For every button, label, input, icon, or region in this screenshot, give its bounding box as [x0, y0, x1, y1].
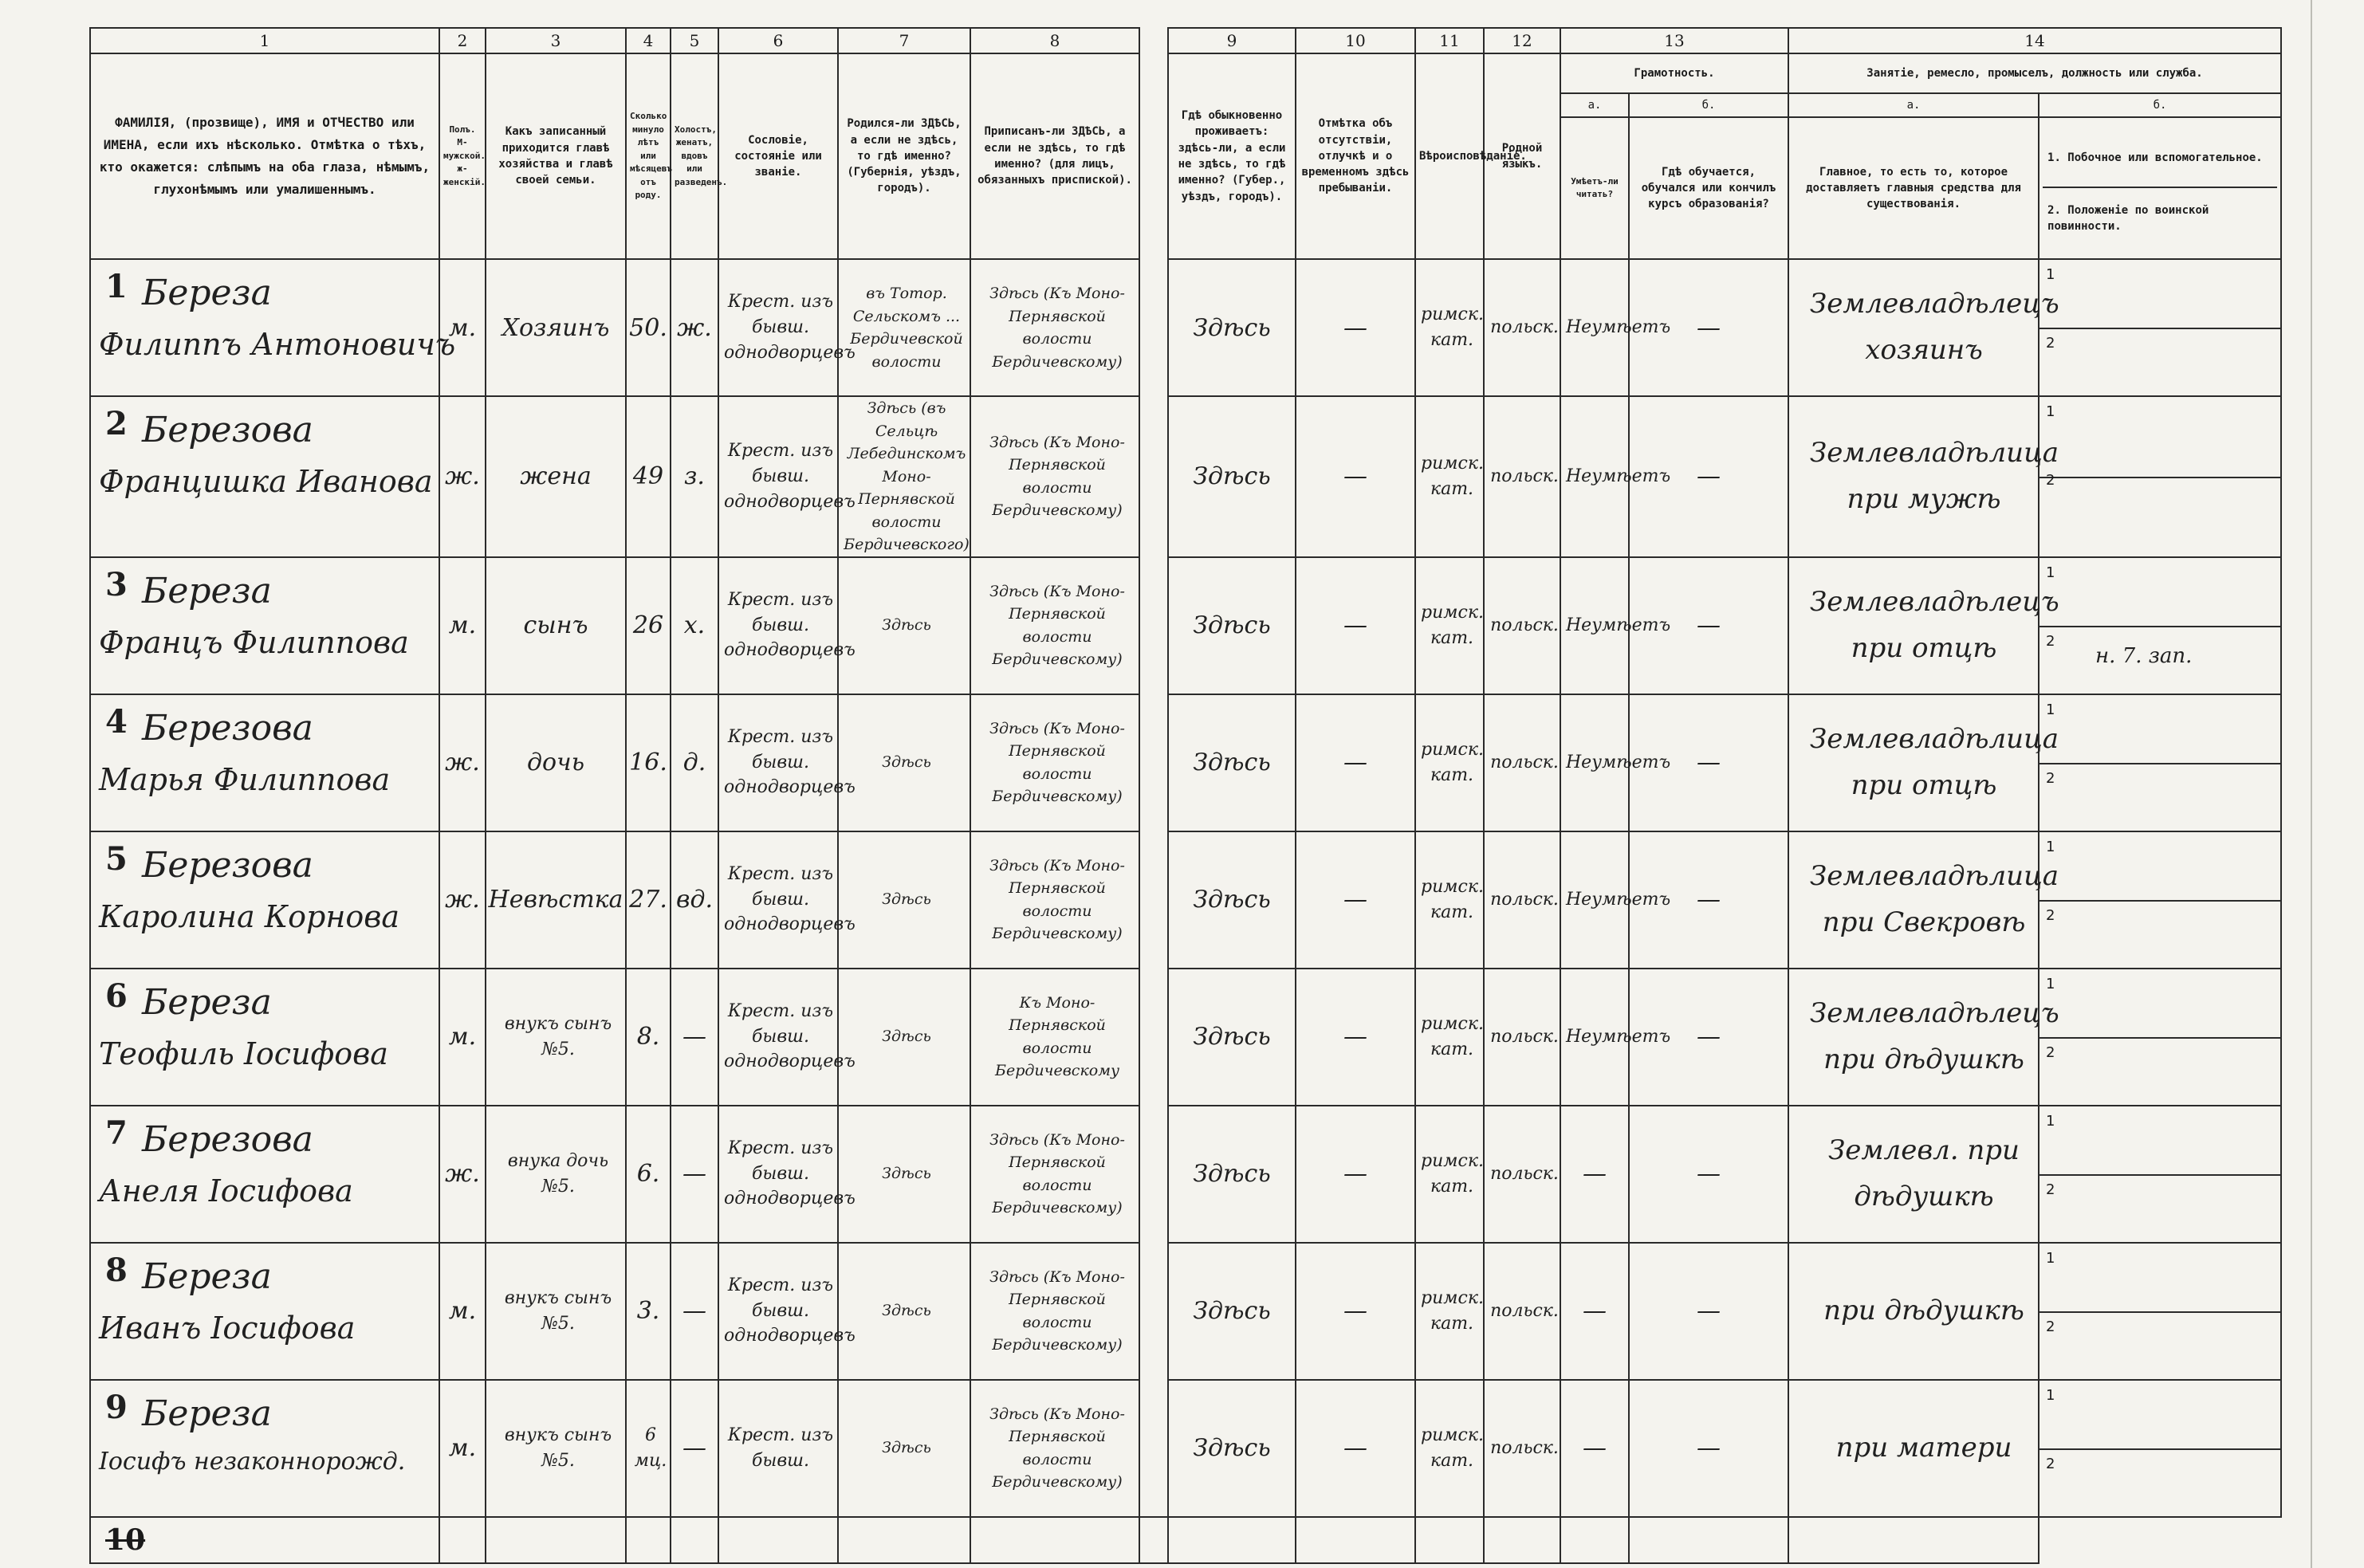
- religion-cell: римск. кат.: [1415, 831, 1484, 969]
- table-row: [90, 694, 2281, 831]
- age-cell: 6.: [626, 1106, 671, 1243]
- literacy-cell: —: [1560, 1380, 1629, 1517]
- name-cell: [90, 969, 439, 1106]
- table-row: [90, 1243, 2281, 1380]
- empty-cell: [838, 1517, 970, 1563]
- military-label: 2: [2046, 335, 2055, 352]
- birthplace-cell: Здѣсь: [838, 831, 970, 969]
- empty-cell: [1560, 1517, 1629, 1563]
- header-occupation-a-label: а.: [1788, 93, 2039, 117]
- education-cell: —: [1629, 1243, 1788, 1380]
- military-label: 2: [2046, 632, 2055, 650]
- empty-cell: [439, 1517, 486, 1563]
- occupation-cell: Землевладѣлица при отцѣ: [1788, 694, 2039, 831]
- sex-cell: м.: [439, 1380, 486, 1517]
- page-edge: [2311, 0, 2312, 1568]
- row-number: 4: [105, 702, 128, 741]
- column-number-row: [90, 28, 2281, 53]
- age-cell: 16.: [626, 694, 671, 831]
- row-number: 1: [105, 268, 128, 305]
- occupation-cell: при дѣдушкѣ: [1788, 1243, 2039, 1380]
- empty-cell: [671, 1517, 718, 1563]
- literacy-cell: —: [1560, 1243, 1629, 1380]
- absence-cell: —: [1296, 969, 1415, 1106]
- surname: Березова: [142, 844, 313, 886]
- surname: Березова: [142, 1118, 313, 1160]
- header-registered: Приписанъ-ли ЗДѢСЬ, а если не здѣсь, то гдѣ именно? (для лицъ, обязанныхъ приспиской).: [970, 53, 1139, 259]
- marital-cell: ж.: [671, 259, 718, 396]
- absence-cell: —: [1296, 1380, 1415, 1517]
- military-label: 2: [2046, 1043, 2055, 1061]
- header-row: [90, 53, 2281, 93]
- religion-cell: римск. кат.: [1415, 557, 1484, 694]
- given-name: Каролина Корнова: [99, 898, 399, 934]
- residence-cell: Здѣсь: [1168, 1380, 1296, 1517]
- literacy-cell: —: [1560, 1106, 1629, 1243]
- colnum-4: 4: [626, 28, 671, 53]
- marital-cell: вд.: [671, 831, 718, 969]
- religion-cell: римск. кат.: [1415, 396, 1484, 557]
- name-cell: [90, 557, 439, 694]
- occupation-cell: Землевладѣлица при мужѣ: [1788, 396, 2039, 557]
- military-status: н. 7. зап.: [2095, 643, 2193, 668]
- table-row: [90, 1106, 2281, 1243]
- marital-cell: х.: [671, 557, 718, 694]
- estate-cell: Крест. изъ бывш.: [718, 1380, 838, 1517]
- header-main-occupation: Главное, то есть то, которое доставляетъ главныя средства для существованія.: [1788, 117, 2039, 259]
- religion-cell: римск. кат.: [1415, 259, 1484, 396]
- colnum-14: 14: [1788, 28, 2281, 53]
- name-cell: [90, 831, 439, 969]
- colnum-10: 10: [1296, 28, 1415, 53]
- divider: [2039, 626, 2280, 627]
- registered-cell: Здѣсь (Къ Моно-Пернявской волости Бердичевскому): [970, 1106, 1139, 1243]
- birthplace-cell: Здѣсь: [838, 1106, 970, 1243]
- registered-cell: Здѣсь (Къ Моно-Пернявской волости Бердичевскому): [970, 396, 1139, 557]
- header-language: Родной языкъ.: [1484, 53, 1560, 259]
- literacy-cell: Неумѣетъ: [1560, 831, 1629, 969]
- residence-cell: Здѣсь: [1168, 969, 1296, 1106]
- header-relation: Какъ записанный приходится главѣ хозяйства и главѣ своей семьи.: [486, 53, 626, 259]
- header-marital: Холостъ, женатъ, вдовъ или разведенъ.: [671, 53, 718, 259]
- military-label: 2: [2046, 1181, 2055, 1198]
- empty-cell: [1168, 1517, 1296, 1563]
- row-number: 7: [105, 1114, 128, 1152]
- surname: Береза: [142, 1393, 272, 1434]
- empty-cell: [718, 1517, 838, 1563]
- language-cell: польск.: [1484, 969, 1560, 1106]
- relation-cell: внукъ сынъ №5.: [486, 1243, 626, 1380]
- header-absence: Отмѣтка объ отсутствіи, отлучкѣ и о временномъ здѣсь пребываніи.: [1296, 53, 1415, 259]
- row-number: 5: [105, 839, 128, 878]
- header-literacy-b-label: б.: [1629, 93, 1788, 117]
- relation-cell: Хозяинъ: [486, 259, 626, 396]
- side-military-cell: [2039, 557, 2281, 694]
- absence-cell: —: [1296, 259, 1415, 396]
- occupation-cell: Землевл. при дѣдушкѣ: [1788, 1106, 2039, 1243]
- occupation-cell: Землевладѣлецъ хозяинъ: [1788, 259, 2039, 396]
- divider: [2039, 1311, 2280, 1313]
- name-cell: [90, 1380, 439, 1517]
- estate-cell: Крест. изъ бывш. однодворцевъ: [718, 831, 838, 969]
- colnum-6: 6: [718, 28, 838, 53]
- surname: Березова: [142, 410, 313, 450]
- marital-cell: —: [671, 1106, 718, 1243]
- occupation-cell: Землевладѣлецъ при дѣдушкѣ: [1788, 969, 2039, 1106]
- sex-cell: м.: [439, 259, 486, 396]
- given-name: Теофиль Іосифова: [99, 1036, 388, 1071]
- row-number: 8: [105, 1251, 128, 1289]
- education-cell: —: [1629, 396, 1788, 557]
- estate-cell: Крест. изъ бывш. однодворцевъ: [718, 396, 838, 557]
- birthplace-cell: Здѣсь: [838, 694, 970, 831]
- side-label: 1: [2046, 975, 2055, 992]
- marital-cell: з.: [671, 396, 718, 557]
- marital-cell: —: [671, 1380, 718, 1517]
- row-number: 3: [105, 565, 128, 603]
- colnum-5: 5: [671, 28, 718, 53]
- given-name: Францъ Филиппова: [99, 624, 409, 660]
- name-cell: [90, 1106, 439, 1243]
- header-age: Сколько минуло лѣтъ или мѣсяцевъ отъ роду.: [626, 53, 671, 259]
- birthplace-cell: Здѣсь: [838, 557, 970, 694]
- divider: [2039, 1037, 2280, 1039]
- absence-cell: —: [1296, 1106, 1415, 1243]
- header-side-occupation: 1. Побочное или вспомогательное.: [2043, 136, 2277, 188]
- religion-cell: римск. кат.: [1415, 1106, 1484, 1243]
- registered-cell: Къ Моно-Пернявской волости Бердичевскому: [970, 969, 1139, 1106]
- empty-cell: [1415, 1517, 1484, 1563]
- header-religion: Вѣроисповѣданіе.: [1415, 53, 1484, 259]
- language-cell: польск.: [1484, 259, 1560, 396]
- sex-cell: м.: [439, 969, 486, 1106]
- education-cell: —: [1629, 259, 1788, 396]
- literacy-cell: Неумѣетъ: [1560, 969, 1629, 1106]
- estate-cell: Крест. изъ бывш. однодворцевъ: [718, 1243, 838, 1380]
- estate-cell: Крест. изъ бывш. однодворцевъ: [718, 969, 838, 1106]
- birthplace-cell: Здѣсь: [838, 1243, 970, 1380]
- absence-cell: —: [1296, 694, 1415, 831]
- registered-cell: Здѣсь (Къ Моно-Пернявской волости Бердичевскому): [970, 259, 1139, 396]
- divider: [2039, 900, 2280, 902]
- side-label: 1: [2046, 1386, 2055, 1404]
- relation-cell: внукъ сынъ №5.: [486, 1380, 626, 1517]
- residence-cell: Здѣсь: [1168, 1106, 1296, 1243]
- header-name: ФАМИЛІЯ, (прозвище), ИМЯ и ОТЧЕСТВО или ИМЕНА, если ихъ нѣсколько. Отмѣтка о тѣхъ, кто окажется: слѣпымъ на оба глаза, нѣмымъ, глухонѣмымъ или умалишеннымъ.: [90, 53, 439, 259]
- header-literacy-a-label: а.: [1560, 93, 1629, 117]
- name-cell: [90, 396, 439, 557]
- empty-cell: [1296, 1517, 1415, 1563]
- absence-cell: —: [1296, 557, 1415, 694]
- empty-cell: [1788, 1517, 2039, 1563]
- surname: Березова: [142, 707, 313, 749]
- colnum-12: 12: [1484, 28, 1560, 53]
- given-name: Іосифъ незаконнорожд.: [99, 1447, 406, 1476]
- colnum-8: 8: [970, 28, 1139, 53]
- empty-cell: [970, 1517, 1139, 1563]
- colnum-2: 2: [439, 28, 486, 53]
- residence-cell: Здѣсь: [1168, 831, 1296, 969]
- table-row: [90, 1380, 2281, 1517]
- absence-cell: —: [1296, 831, 1415, 969]
- colnum-3: 3: [486, 28, 626, 53]
- literacy-cell: Неумѣетъ: [1560, 557, 1629, 694]
- header-literacy: Грамотность.: [1560, 53, 1788, 93]
- literacy-cell: Неумѣетъ: [1560, 396, 1629, 557]
- side-label: 1: [2046, 266, 2055, 283]
- age-cell: 50.: [626, 259, 671, 396]
- header-sex: Полъ. М-мужской. ж-женскій.: [439, 53, 486, 259]
- side-label: 1: [2046, 701, 2055, 718]
- row-number: 6: [105, 977, 128, 1015]
- sex-cell: м.: [439, 1243, 486, 1380]
- side-military-cell: [2039, 396, 2281, 557]
- estate-cell: Крест. изъ бывш. однодворцевъ: [718, 259, 838, 396]
- language-cell: польск.: [1484, 396, 1560, 557]
- given-name: Анеля Іосифова: [99, 1173, 353, 1208]
- absence-cell: —: [1296, 1243, 1415, 1380]
- occupation-cell: при матери: [1788, 1380, 2039, 1517]
- age-cell: 27.: [626, 831, 671, 969]
- colnum-11: 11: [1415, 28, 1484, 53]
- age-cell: 6 мц.: [626, 1380, 671, 1517]
- empty-cell: [486, 1517, 626, 1563]
- colnum-13: 13: [1560, 28, 1788, 53]
- age-cell: 3.: [626, 1243, 671, 1380]
- estate-cell: Крест. изъ бывш. однодворцевъ: [718, 694, 838, 831]
- header-birthplace: Родился-ли ЗДѢСЬ, а если не здѣсь, то гдѣ именно? (Губернія, уѣздъ, городъ).: [838, 53, 970, 259]
- name-cell: [90, 259, 456, 396]
- divider: [2039, 763, 2280, 764]
- registered-cell: Здѣсь (Къ Моно-Пернявской волости Бердичевскому): [970, 1243, 1139, 1380]
- language-cell: польск.: [1484, 1380, 1560, 1517]
- side-military-cell: [2039, 694, 2281, 831]
- book-spine: [1139, 28, 1168, 1517]
- language-cell: польск.: [1484, 1243, 1560, 1380]
- birthplace-cell: Здѣсь: [838, 969, 970, 1106]
- surname: Береза: [142, 1256, 272, 1297]
- residence-cell: Здѣсь: [1168, 1243, 1296, 1380]
- side-label: 1: [2046, 1249, 2055, 1267]
- language-cell: польск.: [1484, 831, 1560, 969]
- birthplace-cell: Здѣсь: [838, 1380, 970, 1517]
- education-cell: —: [1629, 1380, 1788, 1517]
- sex-cell: ж.: [439, 1106, 486, 1243]
- military-label: 2: [2046, 1318, 2055, 1335]
- sex-cell: м.: [439, 557, 486, 694]
- marital-cell: д.: [671, 694, 718, 831]
- religion-cell: римск. кат.: [1415, 1243, 1484, 1380]
- language-cell: польск.: [1484, 557, 1560, 694]
- sex-cell: ж.: [439, 694, 486, 831]
- registered-cell: Здѣсь (Къ Моно-Пернявской волости Бердичевскому): [970, 694, 1139, 831]
- table-row: [90, 1517, 2281, 1563]
- age-cell: 26: [626, 557, 671, 694]
- header-residence: Гдѣ обыкновенно проживаетъ: здѣсь-ли, а если не здѣсь, то гдѣ именно? (Губер., уѣздъ, городъ).: [1168, 53, 1296, 259]
- side-label: 1: [2046, 838, 2055, 855]
- given-name: Филиппъ Антоновичъ: [99, 327, 456, 362]
- surname: Береза: [142, 981, 272, 1023]
- census-table: [89, 27, 2282, 1564]
- table-row: [90, 557, 2281, 694]
- header-occupation: Занятіе, ремесло, промыселъ, должность или служба.: [1788, 53, 2281, 93]
- relation-cell: Невѣстка: [486, 831, 626, 969]
- divider: [2039, 1174, 2280, 1176]
- side-label: 1: [2046, 1112, 2055, 1130]
- relation-cell: внукъ сынъ №5.: [486, 969, 626, 1106]
- table-row: [90, 831, 2281, 969]
- header-can-read: Умѣетъ-ли читать?: [1560, 117, 1629, 259]
- name-cell: [90, 1517, 439, 1563]
- occupation-cell: Землевладѣлецъ при отцѣ: [1788, 557, 2039, 694]
- marital-cell: —: [671, 1243, 718, 1380]
- side-military-cell: [2039, 831, 2281, 969]
- estate-cell: Крест. изъ бывш. однодворцевъ: [718, 1106, 838, 1243]
- religion-cell: римск. кат.: [1415, 969, 1484, 1106]
- occupation-cell: Землевладѣлица при Свекровѣ: [1788, 831, 2039, 969]
- header-occupation-b-label: б.: [2039, 93, 2281, 117]
- military-label: 2: [2046, 769, 2055, 787]
- birthplace-cell: Здѣсь (въ Сельцѣ Лебединскомъ Моно-Пернявской волости Бердичевского): [838, 396, 970, 557]
- military-label: 2: [2046, 472, 2055, 489]
- empty-cell: [1629, 1517, 1788, 1563]
- education-cell: —: [1629, 1106, 1788, 1243]
- header-education: Гдѣ обучается, обучался или кончилъ курсъ образованія?: [1629, 117, 1788, 259]
- side-military-cell: [2039, 1243, 2281, 1380]
- side-military-cell: [2039, 1106, 2281, 1243]
- name-cell: [90, 1243, 439, 1380]
- surname: Береза: [142, 273, 272, 313]
- relation-cell: сынъ: [486, 557, 626, 694]
- side-military-cell: [2039, 1380, 2281, 1517]
- religion-cell: римск. кат.: [1415, 1380, 1484, 1517]
- colnum-1: 1: [90, 28, 439, 53]
- absence-cell: —: [1296, 396, 1415, 557]
- religion-cell: римск. кат.: [1415, 694, 1484, 831]
- sex-cell: ж.: [439, 396, 486, 557]
- relation-cell: жена: [486, 396, 626, 557]
- given-name: Францишка Иванова: [99, 464, 433, 499]
- education-cell: —: [1629, 694, 1788, 831]
- residence-cell: Здѣсь: [1168, 259, 1296, 396]
- side-label: 1: [2046, 403, 2055, 420]
- literacy-cell: Неумѣетъ: [1560, 694, 1629, 831]
- empty-cell: [1139, 1517, 1168, 1563]
- relation-cell: дочь: [486, 694, 626, 831]
- table-row: [90, 969, 2281, 1106]
- divider: [2039, 1448, 2280, 1450]
- relation-cell: внука дочь №5.: [486, 1106, 626, 1243]
- registered-cell: Здѣсь (Къ Моно-Пернявской волости Бердичевскому): [970, 831, 1139, 969]
- given-name: Марья Филиппова: [99, 761, 391, 797]
- colnum-9: 9: [1168, 28, 1296, 53]
- row-number: 2: [105, 405, 128, 442]
- header-military-status: 2. Положеніе по воинской повинности.: [2047, 203, 2209, 234]
- military-label: 2: [2046, 906, 2055, 924]
- given-name: Иванъ Іосифова: [99, 1310, 356, 1346]
- sex-cell: ж.: [439, 831, 486, 969]
- age-cell: 8.: [626, 969, 671, 1106]
- age-cell: 49: [626, 396, 671, 557]
- divider: [2039, 477, 2280, 478]
- military-label: 2: [2046, 1455, 2055, 1472]
- registered-cell: Здѣсь (Къ Моно-Пернявской волости Бердичевскому): [970, 557, 1139, 694]
- side-military-cell: [2039, 259, 2281, 396]
- divider: [2039, 328, 2280, 329]
- header-side-military: [2039, 117, 2281, 259]
- education-cell: —: [1629, 969, 1788, 1106]
- estate-cell: Крест. изъ бывш. однодворцевъ: [718, 557, 838, 694]
- colnum-7: 7: [838, 28, 970, 53]
- row-number: 10: [105, 1523, 146, 1557]
- registered-cell: Здѣсь (Къ Моно-Пернявской волости Бердичевскому): [970, 1380, 1139, 1517]
- birthplace-cell: въ Тотор. Сельскомъ ... Бердичевской волости: [838, 259, 970, 396]
- header-estate: Сословіе, состояніе или званіе.: [718, 53, 838, 259]
- table-row: [90, 259, 2281, 396]
- literacy-cell: Неумѣетъ: [1560, 259, 1629, 396]
- residence-cell: Здѣсь: [1168, 694, 1296, 831]
- table-row: [90, 396, 2281, 557]
- education-cell: —: [1629, 831, 1788, 969]
- residence-cell: Здѣсь: [1168, 557, 1296, 694]
- surname: Береза: [142, 570, 272, 611]
- residence-cell: Здѣсь: [1168, 396, 1296, 557]
- name-cell: [90, 694, 439, 831]
- education-cell: —: [1629, 557, 1788, 694]
- marital-cell: —: [671, 969, 718, 1106]
- empty-cell: [626, 1517, 671, 1563]
- language-cell: польск.: [1484, 694, 1560, 831]
- side-label: 1: [2046, 564, 2055, 581]
- language-cell: польск.: [1484, 1106, 1560, 1243]
- row-number: 9: [105, 1388, 128, 1426]
- side-military-cell: [2039, 969, 2281, 1106]
- empty-cell: [1484, 1517, 1560, 1563]
